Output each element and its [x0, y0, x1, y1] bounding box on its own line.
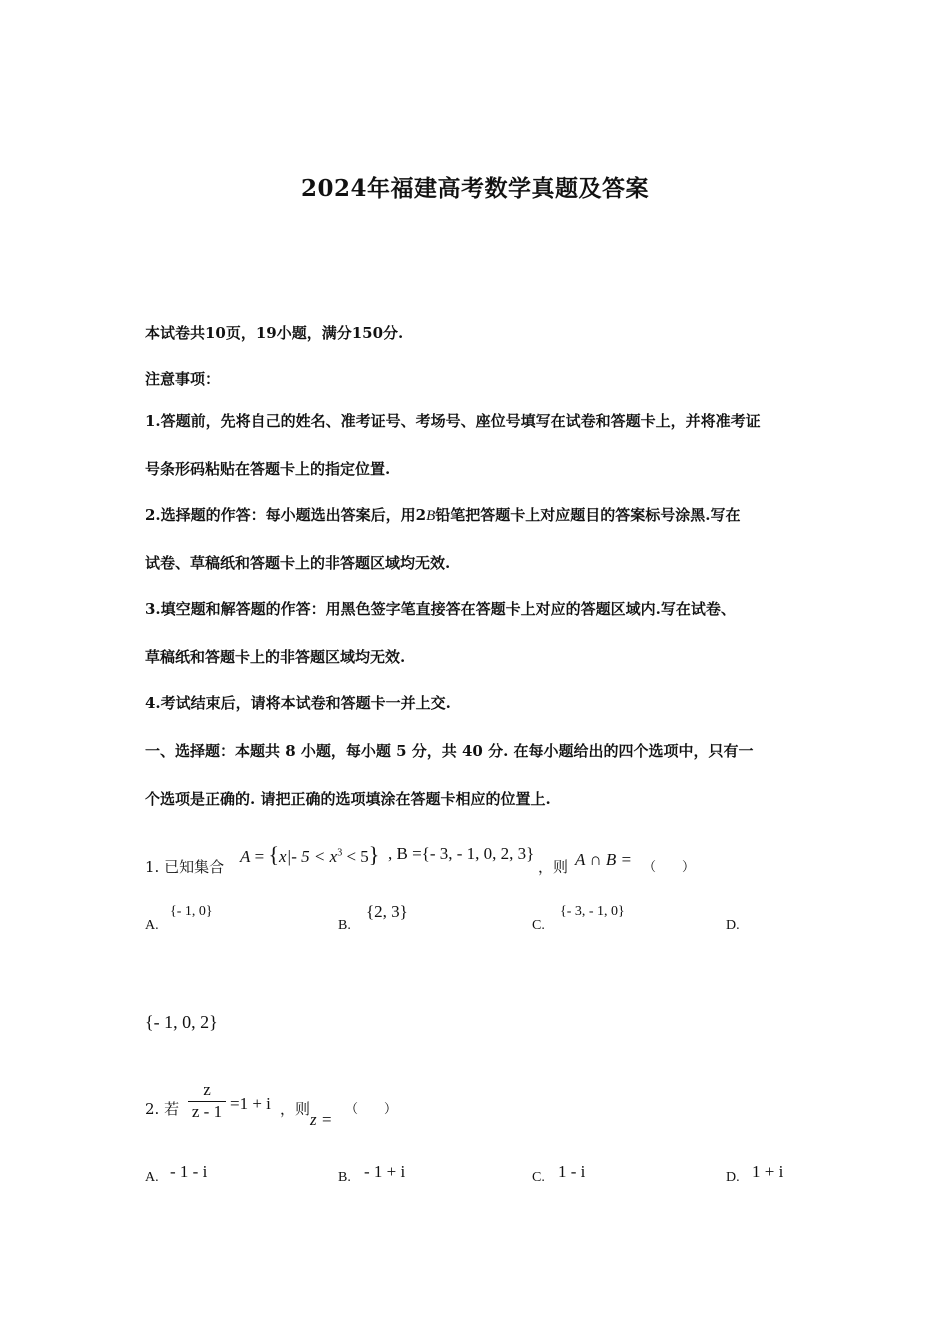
q2-option-a: - 1 - i: [170, 1162, 208, 1181]
q1-option-c: {- 3, - 1, 0}: [560, 904, 625, 919]
page-title: 2024年福建高考数学真题及答案: [300, 175, 649, 202]
notice-1a: 1.答题前，先将自己的姓名、准考证号、考场号、座位号填写在试卷和答题卡上，并将准考证: [145, 412, 761, 430]
q1-option-c-letter: C.: [532, 918, 545, 933]
q2-option-d-letter: D.: [726, 1170, 740, 1185]
q1-answer-paren: （ ）: [643, 860, 696, 875]
q2-then: ，则: [280, 1100, 311, 1118]
q1-option-d-letter: D.: [726, 918, 740, 933]
notice-3b: 草稿纸和答题卡上的非答题区域均无效.: [145, 648, 406, 666]
q2-fraction: [188, 1080, 226, 1122]
intro-text: 本试卷共10页，19小题，满分150分.: [145, 324, 404, 342]
q1-option-d: {- 1, 0, 2}: [145, 1012, 218, 1032]
q1-option-a: {- 1, 0}: [170, 904, 213, 919]
notice-1b: 号条形码粘贴在答题卡上的指定位置.: [145, 460, 391, 478]
notice-4: 4.考试结束后，请将本试卷和答题卡一并上交.: [145, 694, 451, 712]
q2-ask: z =: [310, 1110, 333, 1129]
notice-2b: 试卷、草稿纸和答题卡上的非答题区域均无效.: [145, 554, 451, 572]
q1-set-a: A = {x|- $5 < x^3 < 5$}: [240, 842, 380, 867]
q2-answer-paren: （ ）: [345, 1102, 398, 1117]
q2-option-c: 1 - i: [558, 1162, 586, 1181]
q2-option-c-letter: C.: [532, 1170, 545, 1185]
q2-option-d: 1 + i: [752, 1162, 784, 1181]
q2-rhs: =1 + i: [230, 1094, 271, 1113]
notice-2a: 2.选择题的作答：每小题选出答案后，用2B铅笔把答题卡上对应题目的答案标号涂黑.写在: [145, 506, 741, 524]
section-heading-1: 一、选择题：本题共 8 小题，每小题 5 分，共 40 分. 在每小题给出的四个选项中，只有一: [145, 742, 754, 760]
notice-3a: 3.填空题和解答题的作答：用黑色签字笔直接答在答题卡上对应的答题区域内.写在试卷、: [145, 600, 736, 618]
notice-heading: 注意事项：: [145, 370, 221, 388]
q2-denominator: z - 1: [188, 1101, 226, 1122]
q1-set-b: , B ={- 3, - 1, 0, 2, 3}: [388, 844, 535, 863]
q1-option-a-letter: A.: [145, 918, 159, 933]
q1-stem: 1. 已知集合: [145, 858, 225, 876]
q1-option-b-letter: B.: [338, 918, 351, 933]
q2-option-b: - 1 + i: [364, 1162, 406, 1181]
q2-option-a-letter: A.: [145, 1170, 159, 1185]
section-heading-2: 个选项是正确的. 请把正确的选项填涂在答题卡相应的位置上.: [145, 790, 551, 808]
q1-then: ，则: [538, 858, 569, 876]
q2-numerator: z: [203, 1080, 211, 1099]
q2-option-b-letter: B.: [338, 1170, 351, 1185]
q1-option-b: {2, 3}: [366, 902, 408, 921]
q1-ask: A ∩ B =: [575, 850, 632, 869]
q2-stem: 2. 若: [145, 1100, 180, 1118]
